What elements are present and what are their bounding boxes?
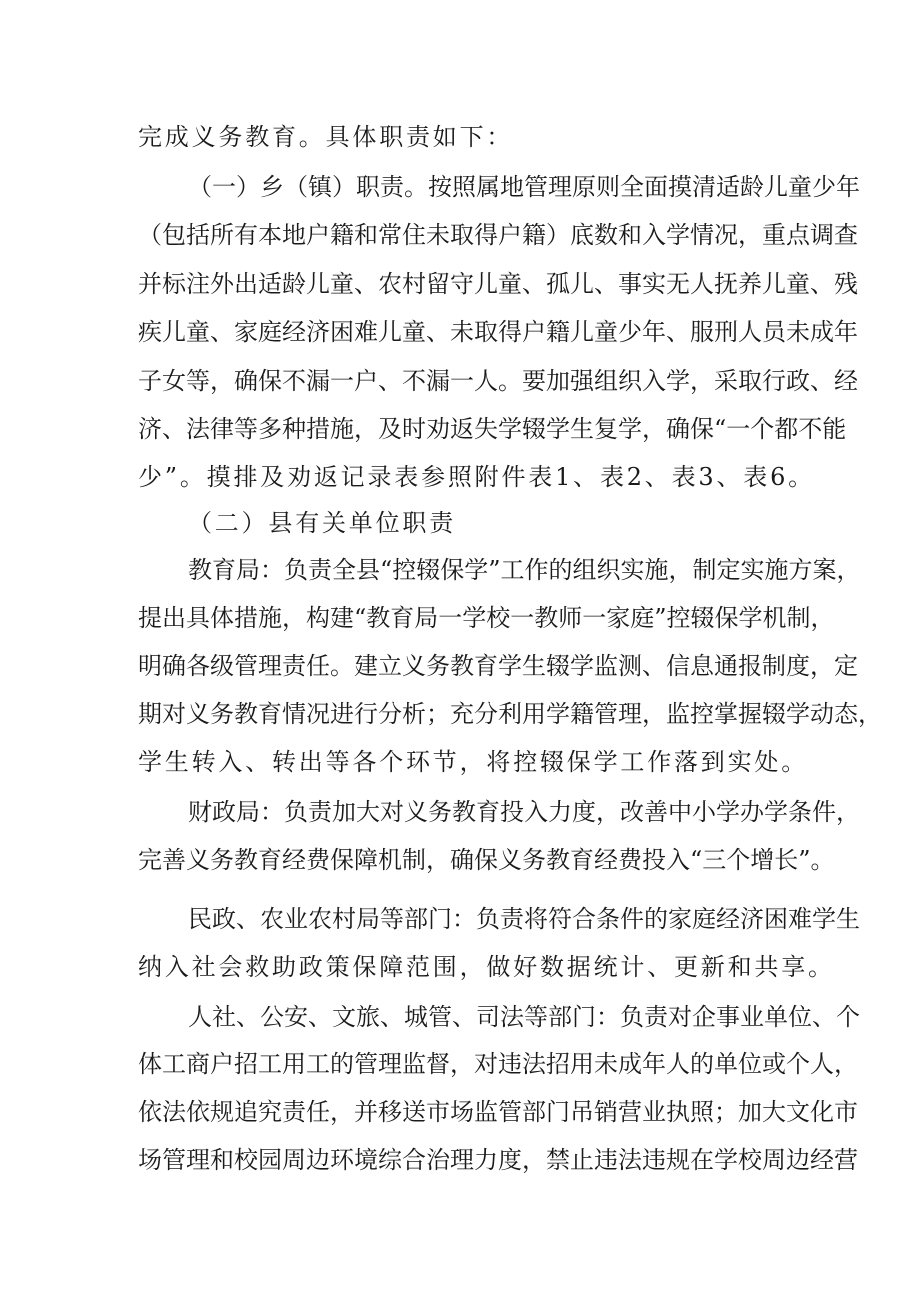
text-line: （一）乡（镇）职责。按照属地管理原则全面摸清适龄儿童少年: [188, 173, 860, 201]
text-line: 明确各级管理责任。建立义务教育学生辍学监测、信息通报制度，定: [138, 652, 858, 680]
text-line: 疾儿童、家庭经济困难儿童、未取得户籍儿童少年、服刑人员未成年: [138, 318, 858, 346]
text-line: 体工商户招工用工的管理监督，对违法招用未成年人的单位或个人，: [138, 1050, 858, 1078]
text-line: 济、法律等多种措施，及时劝返失学辍学生复学，确保“一个都不能: [138, 415, 847, 443]
text-line: 少”。摸排及劝返记录表参照附件表1、表2、表3、表6。: [138, 463, 815, 491]
text-line: 完成义务教育。具体职责如下：: [138, 123, 514, 151]
text-line: 期对义务教育情况进行分析；充分利用学籍管理，监控掌握辍学动态，: [138, 700, 882, 728]
text-line: 场管理和校园周边环境综合治理力度，禁止违法违规在学校周边经营: [138, 1146, 858, 1174]
text-line: 完善义务教育经费保障机制，确保义务教育经费投入“三个增长”。: [138, 846, 835, 874]
text-line: 提出具体措施，构建“教育局一学校一教师一家庭”控辍保学机制，: [138, 604, 835, 632]
text-line: 子女等，确保不漏一户、不漏一人。要加强组织入学，采取行政、经: [138, 367, 858, 395]
text-line: 依法依规追究责任，并移送市场监管部门吊销营业执照；加大文化市: [138, 1098, 858, 1126]
text-line: 并标注外出适龄儿童、农村留守儿童、孤儿、事实无人抚养儿童、残: [138, 270, 858, 298]
text-line: 人社、公安、文旅、城管、司法等部门：负责对企事业单位、个: [188, 1003, 860, 1031]
text-line: 民政、农业农村局等部门：负责将符合条件的家庭经济困难学生: [188, 905, 860, 933]
text-line: 财政局：负责加大对义务教育投入力度，改善中小学办学条件，: [188, 798, 860, 826]
text-line: 学生转入、转出等各个环节，将控辍保学工作落到实处。: [138, 748, 808, 776]
text-line: 纳入社会救助政策保障范围，做好数据统计、更新和共享。: [138, 953, 835, 981]
text-line: （包括所有本地户籍和常住未取得户籍）底数和入学情况，重点调查: [138, 221, 858, 249]
section-heading: （二）县有关单位职责: [188, 509, 456, 537]
text-line: 教育局：负责全县“控辍保学”工作的组织实施，制定实施方案，: [188, 556, 861, 584]
